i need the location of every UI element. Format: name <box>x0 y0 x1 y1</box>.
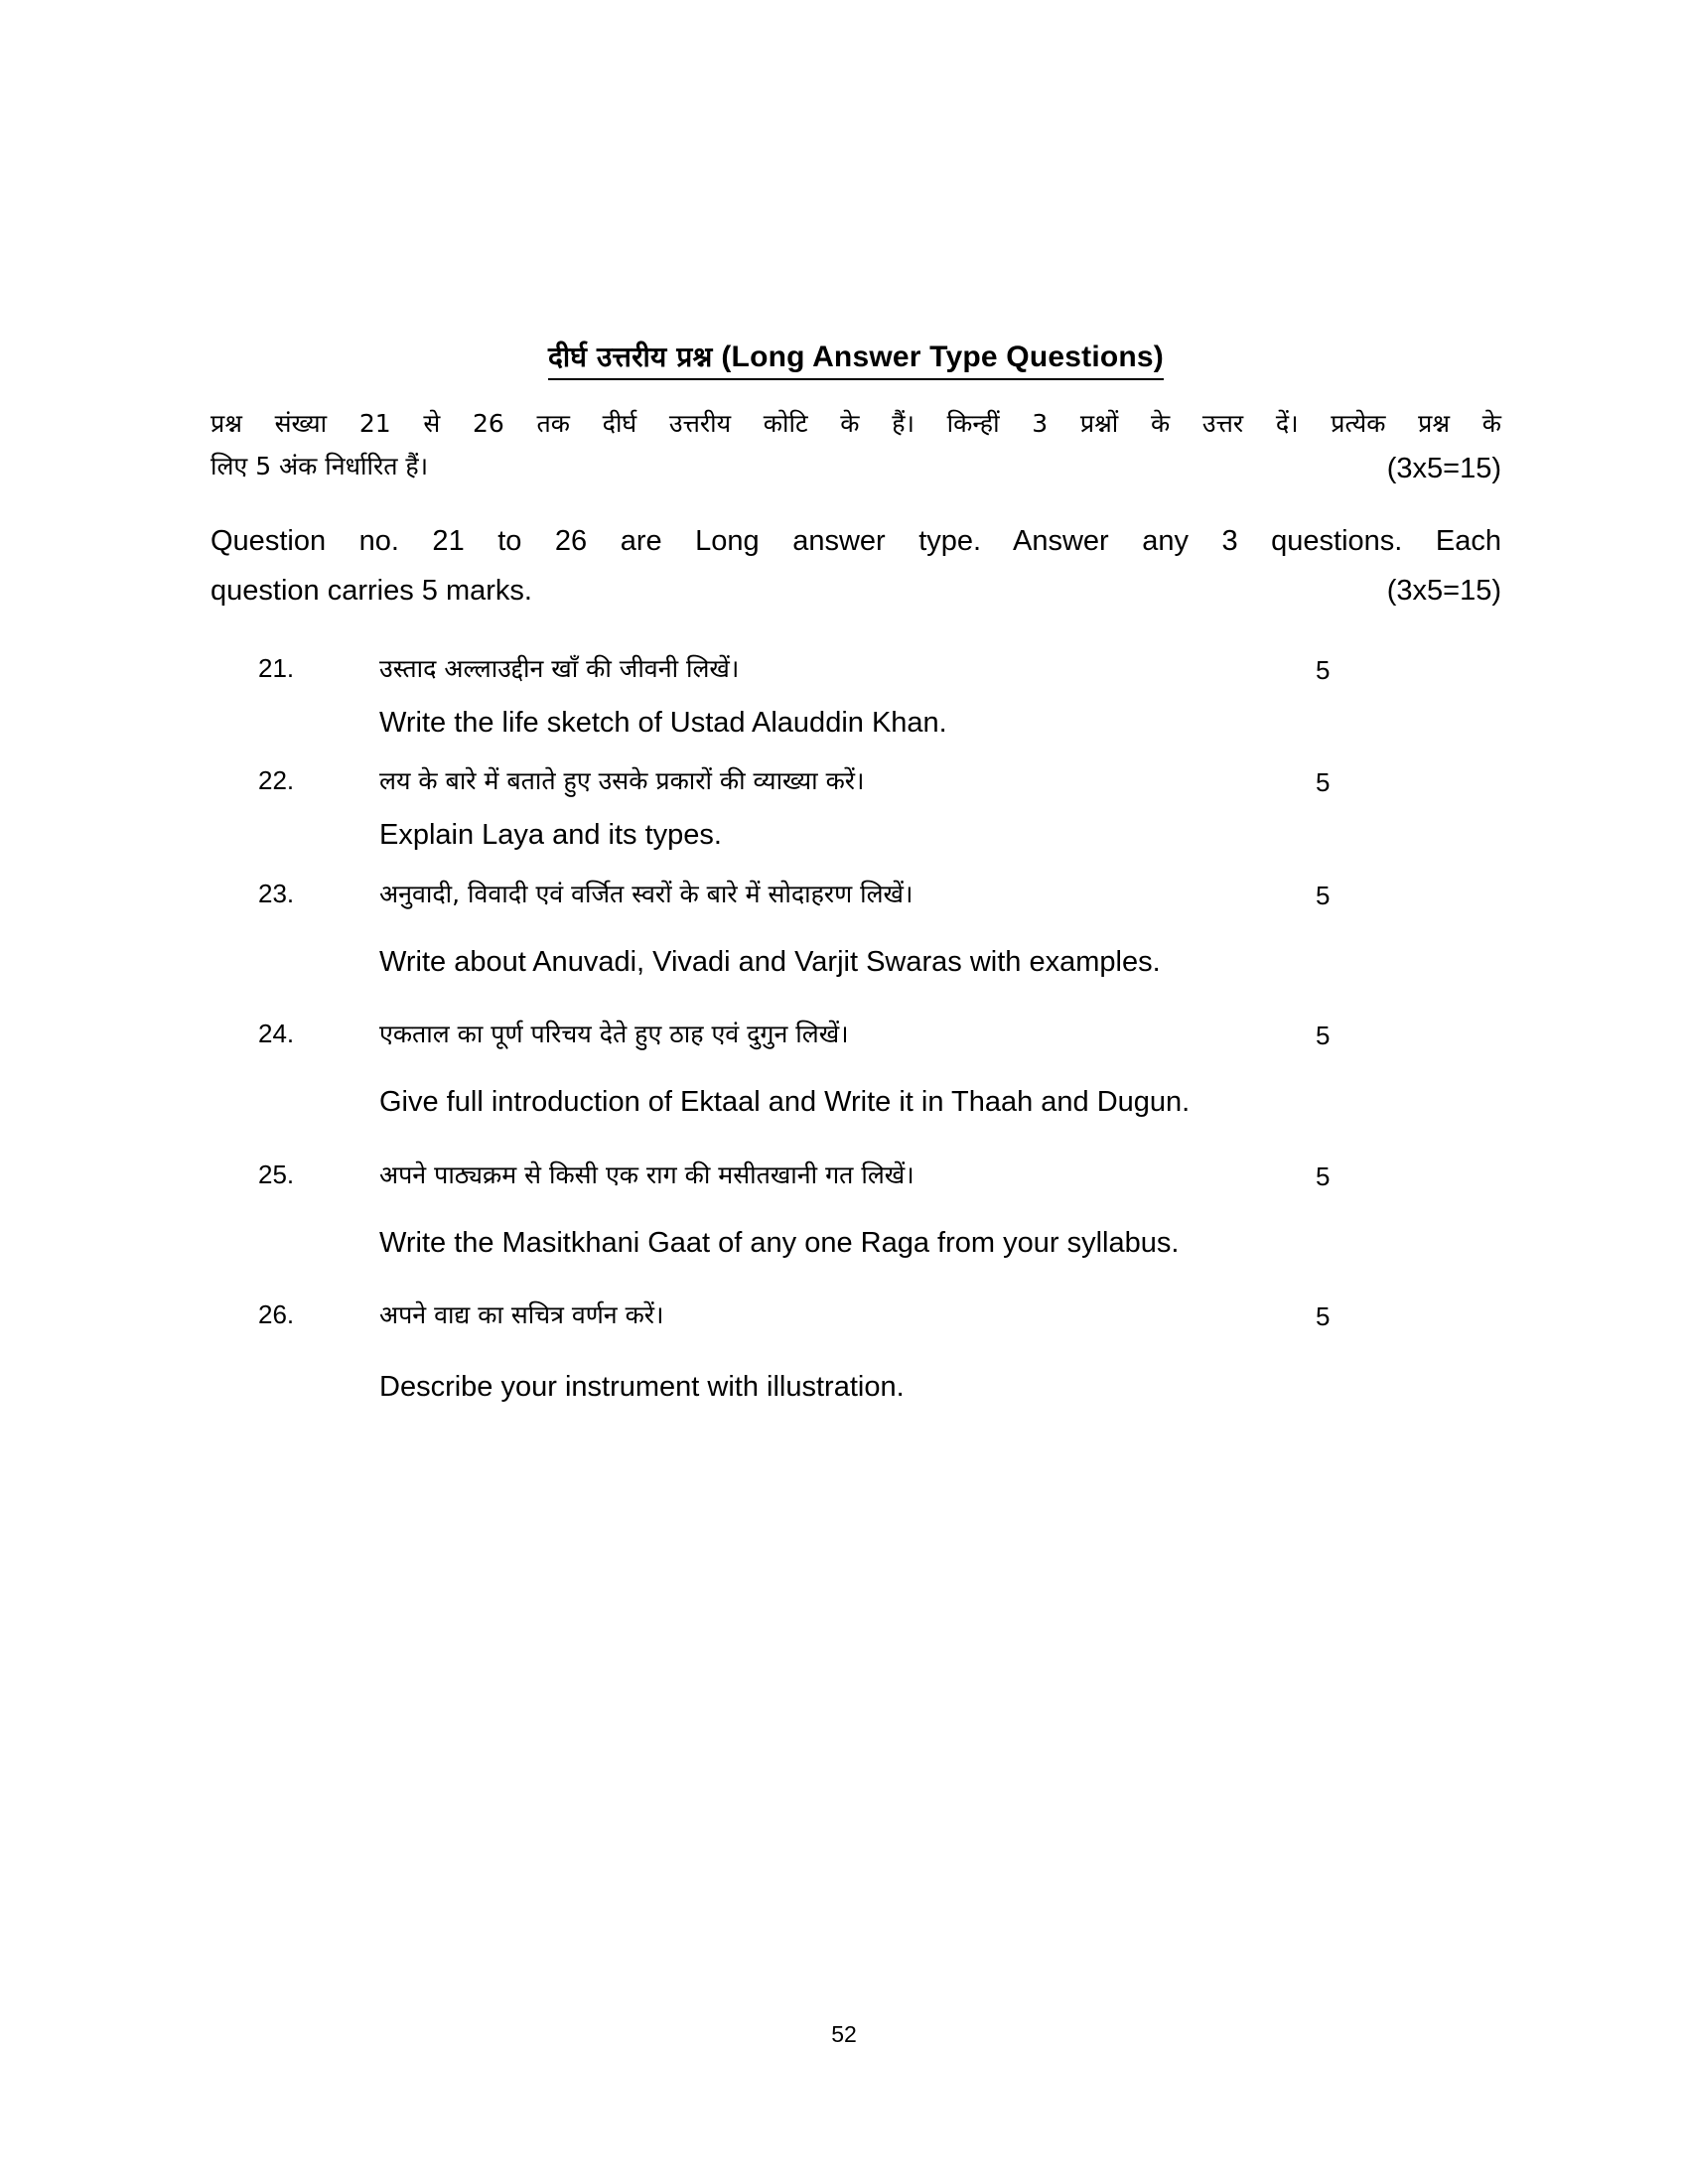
spacer <box>211 802 1501 814</box>
instructions-hindi-line-2-row <box>211 445 1501 487</box>
instructions-hindi <box>211 402 1501 487</box>
instructions-hindi-line-2: लिए 5 अंक निर्धारित हैं। <box>211 451 429 480</box>
section-heading-row <box>211 338 1501 380</box>
question-item <box>211 1297 1501 1410</box>
question-item <box>211 1157 1501 1266</box>
question-marks: 5 <box>1316 1021 1331 1050</box>
question-number: 24. <box>258 1019 295 1048</box>
question-list <box>211 650 1501 1410</box>
spacer <box>211 990 1501 1016</box>
page-number: 52 <box>831 2021 857 2047</box>
instructions-hindi-marks: (3x5=15) <box>1386 452 1501 484</box>
section-heading-hindi: दीर्घ उत्तरीय प्रश्न <box>548 341 713 373</box>
question-hindi-row <box>211 1016 1501 1055</box>
instructions-english-line-1: Question no. 21 to 26 are Long answer type. Answer any 3 questions. Each <box>211 524 1501 557</box>
question-text-english: Write about Anuvadi, Vivadi and Varjit Swaras with examples. <box>379 945 1161 978</box>
question-hindi-row <box>211 650 1501 690</box>
question-item <box>211 1016 1501 1125</box>
question-item <box>211 762 1501 858</box>
question-text-english: Write the life sketch of Ustad Alauddin Khan. <box>379 706 947 739</box>
question-english-row <box>211 1081 1501 1125</box>
spacer <box>211 915 1501 941</box>
question-text-english: Explain Laya and its types. <box>379 819 722 851</box>
spacer <box>211 1336 1501 1366</box>
instructions-english-marks: (3x5=15) <box>1386 574 1501 607</box>
spacer <box>211 864 1501 876</box>
section-heading-english: (Long Answer Type Questions) <box>721 341 1164 373</box>
question-text-english: Describe your instrument with illustration. <box>379 1371 905 1403</box>
spacer <box>211 1196 1501 1222</box>
question-marks: 5 <box>1316 654 1331 685</box>
spacer <box>211 1131 1501 1157</box>
question-text-hindi: एकताल का पूर्ण परिचय देते हुए ठाह एवं दुगुन लिखें। <box>379 1020 849 1048</box>
question-marks: 5 <box>1316 1301 1331 1331</box>
question-english-row <box>211 1366 1501 1410</box>
question-number: 25. <box>258 1159 295 1189</box>
page-content <box>211 338 1501 1416</box>
instructions-english-line-2-row <box>211 567 1501 616</box>
question-number: 26. <box>258 1299 295 1329</box>
question-english-row <box>211 1222 1501 1266</box>
question-hindi-row <box>211 762 1501 802</box>
question-text-hindi: उस्ताद अल्लाउद्दीन खाँ की जीवनी लिखें। <box>379 653 740 683</box>
question-hindi-row <box>211 1157 1501 1196</box>
spacer <box>211 1271 1501 1297</box>
question-text-hindi: अपने वाद्य का सचित्र वर्णन करें। <box>379 1300 664 1329</box>
question-text-hindi: अपने पाठ्यक्रम से किसी एक राग की मसीतखानी गत लिखें। <box>379 1160 914 1189</box>
question-hindi-row <box>211 1297 1501 1336</box>
question-text-english: Write the Masitkhani Gaat of any one Raga from your syllabus. <box>379 1226 1180 1259</box>
question-english-row <box>211 941 1501 985</box>
section-heading <box>548 338 1164 380</box>
question-marks: 5 <box>1316 767 1331 797</box>
instructions-hindi-line-1: प्रश्न संख्या 21 से 26 तक दीर्घ उत्तरीय कोटि के हैं। किन्हीं 3 प्रश्नों के उत्तर दें। प्रत्येक प्रश्न के <box>211 408 1501 438</box>
question-marks: 5 <box>1316 1160 1331 1191</box>
question-text-hindi: लय के बारे में बताते हुए उसके प्रकारों की व्याख्या करें। <box>379 766 865 795</box>
question-number: 22. <box>258 765 295 795</box>
question-number: 21. <box>258 652 295 683</box>
instructions-english <box>211 517 1501 616</box>
spacer <box>211 690 1501 702</box>
question-item <box>211 876 1501 985</box>
spacer <box>211 1055 1501 1081</box>
question-english-row <box>211 814 1501 858</box>
spacer <box>211 751 1501 762</box>
question-item <box>211 650 1501 746</box>
question-marks: 5 <box>1316 880 1331 910</box>
question-number: 23. <box>258 878 295 908</box>
instructions-english-line-2: question carries 5 marks. <box>211 574 532 607</box>
question-text-english: Give full introduction of Ektaal and Write it in Thaah and Dugun. <box>379 1086 1191 1118</box>
question-text-hindi: अनुवादी, विवादी एवं वर्जित स्वरों के बारे में सोदाहरण लिखें। <box>379 879 914 908</box>
question-hindi-row <box>211 876 1501 915</box>
question-english-row <box>211 702 1501 746</box>
